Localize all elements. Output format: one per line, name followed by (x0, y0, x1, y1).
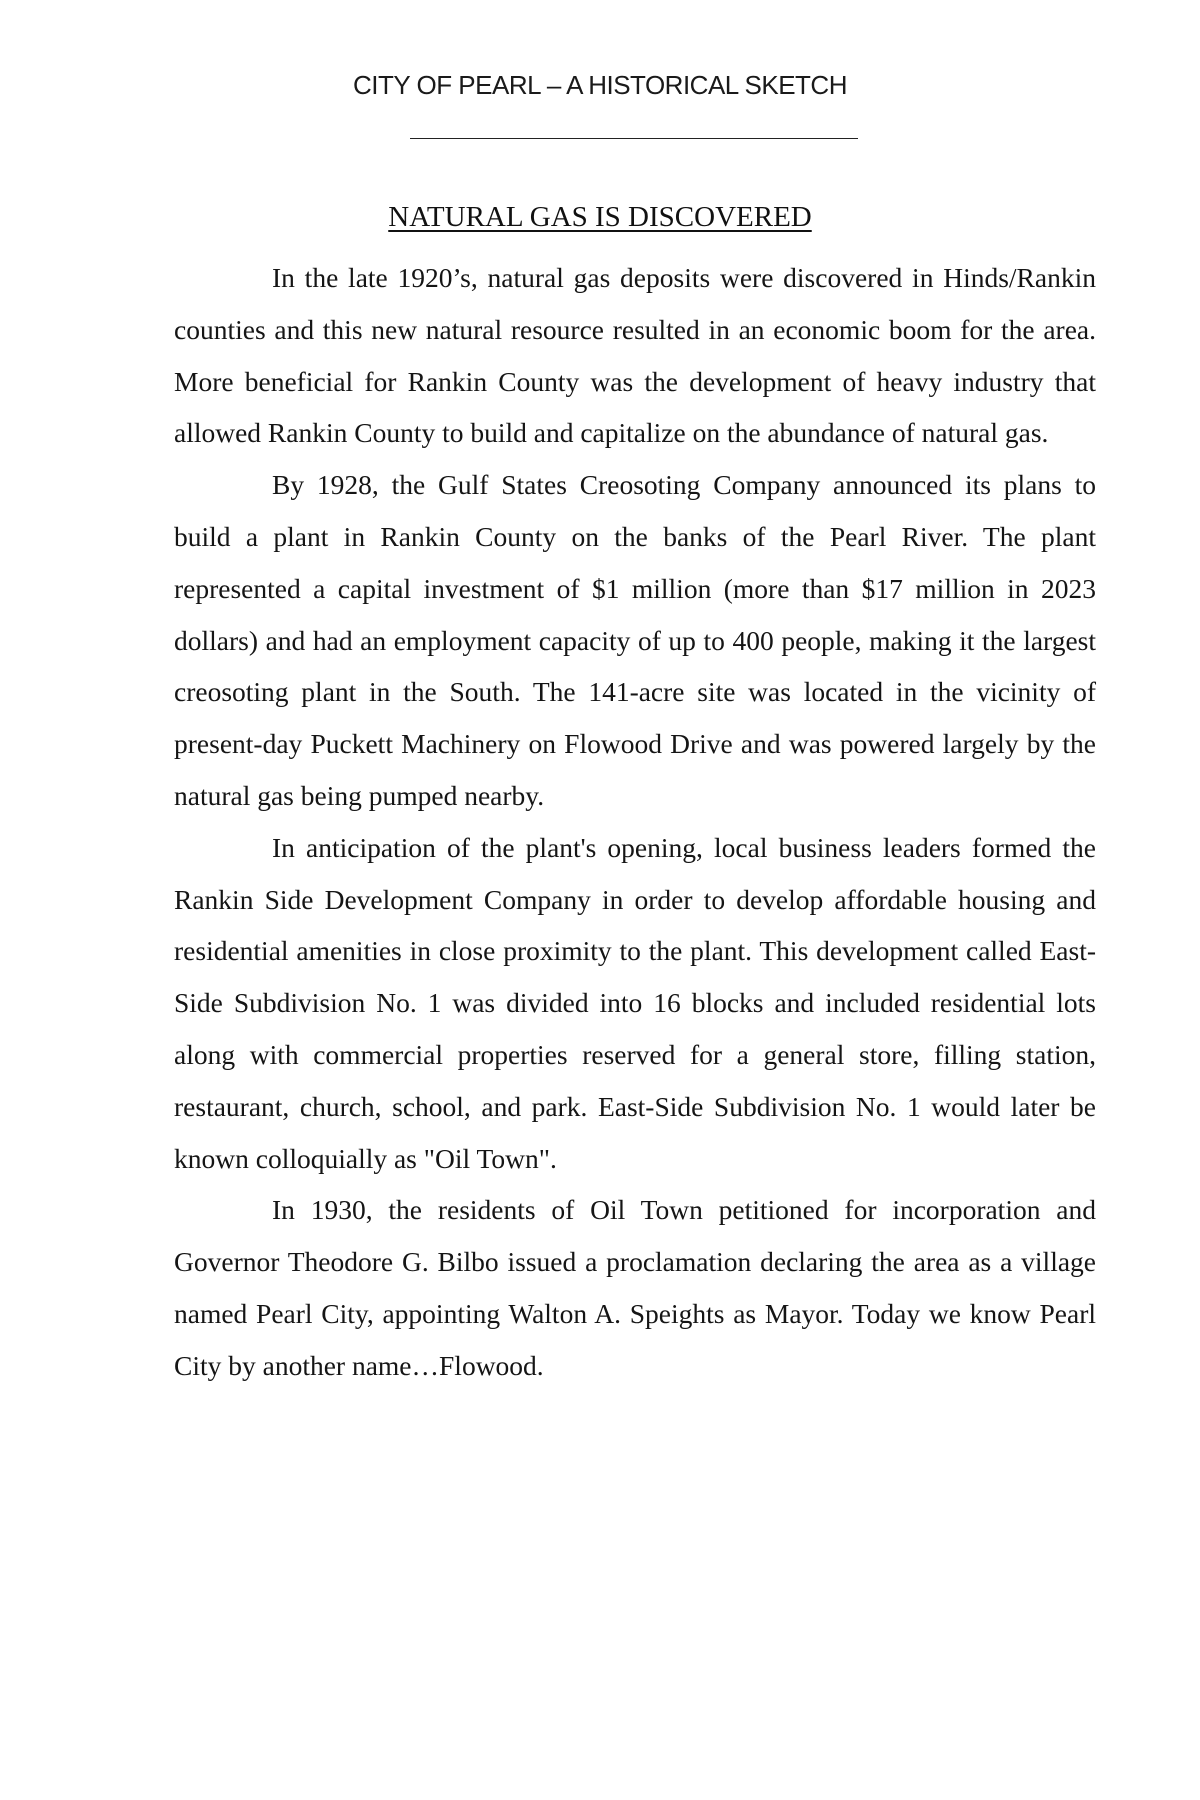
body-text (174, 252, 1096, 1392)
paragraph: In the late 1920’s, natural gas deposits were discovered in Hinds/Rankin counties and this new natural resource resulted in an economic boom for the area. More beneficial for Rankin County was the development of heavy industry that allowed Rankin County to build and capitalize on the abundance of natural gas. (174, 262, 1096, 449)
paragraph: By 1928, the Gulf States Creosoting Company announced its plans to build a plant in Rankin County on the banks of the Pearl River. The plant represented a capital investment of $1 million (more than $17 million in 2023 dollars) and had an employment capacity of up to 400 people, making it the largest creosoting plant in the South. The 141-acre site was located in the vicinity of present-day Puckett Machinery on Flowood Drive and was powered largely by the natural gas being pumped nearby. (174, 469, 1096, 811)
paragraph: In 1930, the residents of Oil Town petitioned for incorporation and Governor Theodore G. Bilbo issued a proclamation declaring the area as a village named Pearl City, appointing Walton A. Speights as Mayor. Today we know Pearl City by another name…Flowood. (174, 1194, 1096, 1381)
header-rule (410, 138, 858, 139)
running-header: CITY OF PEARL – A HISTORICAL SKETCH (353, 70, 847, 100)
paragraph: In anticipation of the plant's opening, local business leaders formed the Rankin Side Development Company in order to develop affordable housing and residential amenities in close proximity to the plant. This development called East-Side Subdivision No. 1 was divided into 16 blocks and included residential lots along with commercial properties reserved for a general store, filling station, restaurant, church, school, and park. East-Side Subdivision No. 1 would later be known colloquially as "Oil Town". (174, 831, 1096, 1174)
section-title: NATURAL GAS IS DISCOVERED (388, 201, 812, 233)
